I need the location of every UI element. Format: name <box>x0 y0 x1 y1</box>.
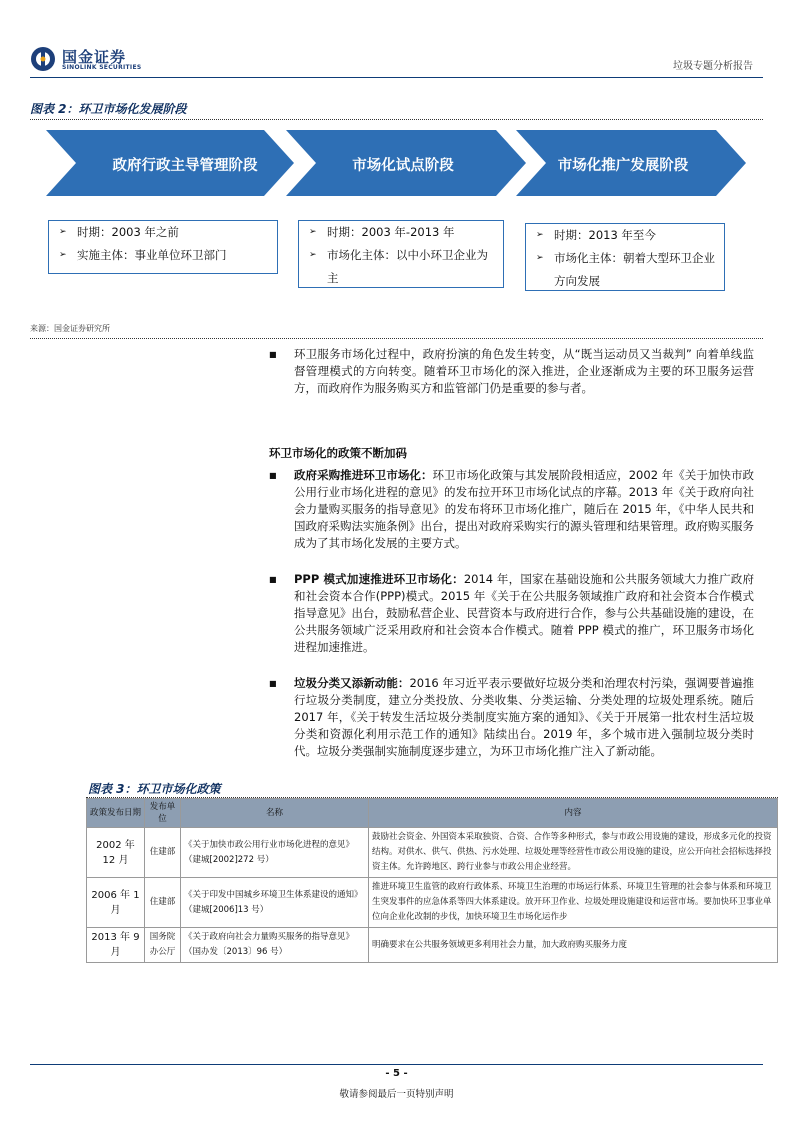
policy-unit: 住建部 <box>145 878 181 928</box>
logo-text-en: SINOLINK SECURITIES <box>62 64 142 71</box>
stage-3-label: 市场化推广发展阶段 <box>557 158 689 174</box>
column-header: 名称 <box>181 799 369 828</box>
page-number: - 5 - <box>385 1068 408 1079</box>
figure3-title: 图表 3：环卫市场化政策 <box>88 782 221 796</box>
policy-content: 推进环境卫生监管的政府行政体系、环境卫生治理的市场运行体系、环境卫生管理的社会参与体系和环境卫生突发事件的应急体系等四大体系建设。放开环卫作业、垃圾处理设施建设和运营市场。要加快环卫事业单位向企业化改制的步伐，加快环境卫生市场化运作步 <box>369 878 778 928</box>
arrow-bullet-icon: ➢ <box>309 250 317 260</box>
square-bullet-icon: ■ <box>269 575 277 584</box>
table-header-row <box>87 799 778 828</box>
figure2-title-rule <box>30 119 763 120</box>
logo-text-cn: 国金证券 <box>62 48 127 66</box>
paragraph-role-shift: 环卫服务市场化过程中，政府扮演的角色发生转变，从“既当运动员又当裁判” 向着单线监督管理模式的方向转变。随着环卫市场化的深入推进，企业逐渐成为主要的环卫服务运营方，而政府作为服务购买方和监管部门仍是重要的参与者。 <box>294 347 754 395</box>
footer-divider <box>30 1064 763 1065</box>
figure2-source: 来源：国金证券研究所 <box>30 324 110 333</box>
square-bullet-icon: ■ <box>269 471 277 480</box>
section-heading: 环卫市场化的政策不断加码 <box>269 446 407 460</box>
policy-date: 2013 年 9 月 <box>87 928 145 963</box>
source-rule <box>30 338 763 339</box>
item-government-procurement: 政府采购推进环卫市场化：环卫市场化政策与其发展阶段相适应，2002 年《关于加快市政公用行业市场化进程的意见》的发布拉开环卫市场化试点的序幕。2013 年《关于政府向社会力量购买服务的指导意见》的发布将环卫市场化推广，随后在 2015 年，《中华人民共和国政府采购法实施条例》出台，提出对政府采购实行的源头管理和结果管理。政府购买服务成为了其市场化发展的主要方式。 <box>294 468 755 550</box>
footer-disclaimer: 敬请参阅最后一页特别声明 <box>339 1089 454 1100</box>
item-garbage-sorting: 垃圾分类又添新动能：2016 年习近平表示要做好垃圾分类和治理农村污染，强调要普遍推行垃圾分类制度，建立分类投放、分类收集、分类运输、分类处理的垃圾处理系统。随后 2017 年，《关于转发生活垃圾分类制度实施方案的通知》、《关于开展第一批农村生活垃圾分类和资源化利用示范工作的通知》陆续出台。2019 年，多个城市进入强制垃圾分类时代。垃圾分类强制实施制度逐步建立，为环卫市场化推广注入了新动能。 <box>294 676 755 758</box>
arrow-bullet-icon: ➢ <box>536 253 544 263</box>
policy-table <box>86 798 778 963</box>
stage-1-label: 政府行政主导管理阶段 <box>112 158 258 174</box>
arrow-bullet-icon: ➢ <box>536 230 544 240</box>
column-header: 政策发布日期 <box>87 799 145 828</box>
policy-date: 2006 年 1 月 <box>87 878 145 928</box>
table-row <box>87 928 778 963</box>
table-row <box>87 878 778 928</box>
item-ppp-model: PPP 模式加速推进环卫市场化：2014 年，国家在基础设施和公共服务领域大力推广政府和社会资本合作(PPP)模式。2015 年《关于在公共服务领域推广政府和社会资本合作模式指导意见》出台，鼓励私营企业、民营资本与政府进行合作，参与公共基础设施的建设，在公共服务领域广泛采用政府和社会资本合作模式。随着 PPP 模式的推广，环卫服务市场化进程加速推进。 <box>294 572 754 654</box>
policy-date: 2002 年 12 月 <box>87 828 145 878</box>
arrow-bullet-icon: ➢ <box>59 250 67 260</box>
policy-name: 《关于印发中国城乡环境卫生体系建设的通知》（建城[2006]13 号） <box>181 878 369 928</box>
stage-2-info: ➢ 时期：2003 年-2013 年 ➢ 市场化主体：以中小环卫企业为主 <box>298 220 504 288</box>
arrow-bullet-icon: ➢ <box>309 227 317 237</box>
square-bullet-icon: ■ <box>269 350 277 359</box>
policy-name: 《关于政府向社会力量购买服务的指导意见》（国办发〔2013〕96 号） <box>181 928 369 963</box>
policy-unit: 住建部 <box>145 828 181 878</box>
stage-1-info: ➢ 时期：2003 年之前 ➢ 实施主体：事业单位环卫部门 <box>48 220 278 274</box>
sinolink-logo-icon <box>30 46 56 72</box>
figure2-title: 图表 2：环卫市场化发展阶段 <box>30 102 187 116</box>
table-row <box>87 828 778 878</box>
report-title: 垃圾专题分析报告 <box>673 61 753 72</box>
column-header: 发布单位 <box>145 799 181 828</box>
arrow-bullet-icon: ➢ <box>59 227 67 237</box>
stage-2-label: 市场化试点阶段 <box>352 158 454 174</box>
policy-content: 明确要求在公共服务领域更多利用社会力量，加大政府购买服务力度 <box>369 928 778 963</box>
square-bullet-icon: ■ <box>269 679 277 688</box>
policy-content: 鼓励社会资金、外国资本采取独资、合资、合作等多种形式，参与市政公用设施的建设，形成多元化的投资结构。对供水、供气、供热、污水处理、垃圾处理等经营性市政公用设施的建设，应公开向社会招标选择投资主体。允许跨地区、跨行业参与市政公用企业经营。 <box>369 828 778 878</box>
header-divider <box>30 77 763 78</box>
policy-unit: 国务院办公厅 <box>145 928 181 963</box>
policy-name: 《关于加快市政公用行业市场化进程的意见》（建城[2002]272 号） <box>181 828 369 878</box>
column-header: 内容 <box>369 799 778 828</box>
stage-3-info: ➢ 时期：2013 年至今 ➢ 市场化主体：朝着大型环卫企业方向发展 <box>525 223 725 291</box>
